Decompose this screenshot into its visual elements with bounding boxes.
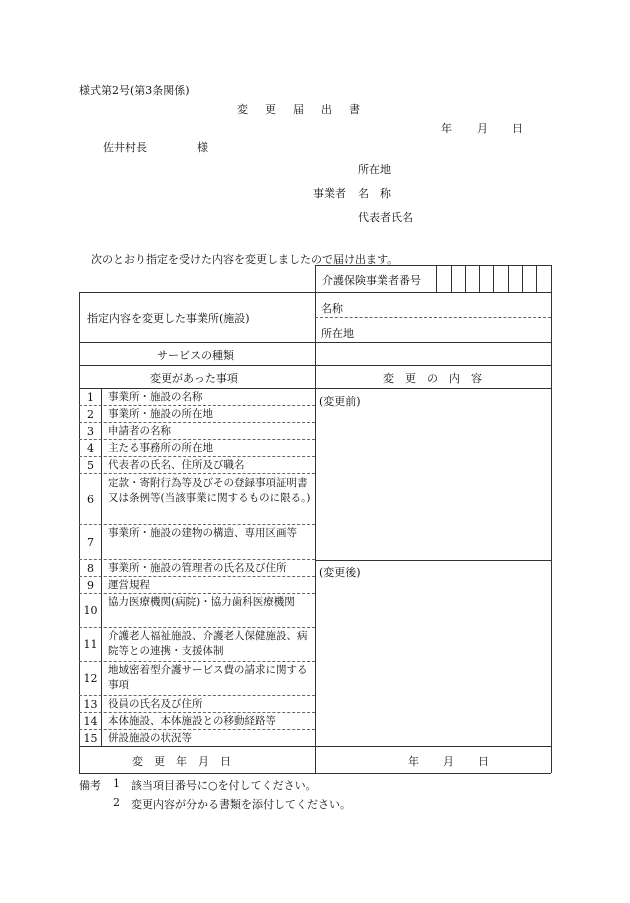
- item-number: 10: [83, 604, 98, 617]
- item-text: 定款・寄附行為等及びその登録事項証明書又は条例等(当該事業に関するものに限る。): [108, 477, 311, 504]
- item-text: 事業所・施設の名称: [108, 391, 203, 403]
- item-number: 12: [83, 672, 98, 685]
- item-text: 本体施設、本体施設との移動経路等: [108, 715, 276, 727]
- item-text: 事業所・施設の建物の構造、専用区画等: [108, 527, 297, 539]
- item-number: 15: [83, 732, 98, 745]
- change-date-label: 変 更 年 月 日: [132, 755, 231, 768]
- applicant-name-label: 名 称: [358, 187, 391, 200]
- facility-name-label: 名称: [321, 302, 343, 315]
- item-text: 地域密着型介護サービス費の請求に関する事項: [108, 664, 308, 691]
- item-number: 3: [87, 425, 94, 438]
- note-number: 1: [113, 777, 120, 790]
- item-number: 5: [87, 459, 94, 472]
- applicant-rep-label: 代表者氏名: [358, 211, 413, 224]
- service-type-label: サービスの種類: [157, 349, 234, 362]
- after-label: (変更後): [319, 566, 361, 579]
- item-number: 6: [87, 493, 94, 506]
- item-number: 14: [83, 715, 98, 728]
- item-text: 代表者の氏名、住所及び職名: [108, 459, 245, 471]
- addressee-suffix: 様: [197, 141, 208, 154]
- item-text: 申請者の名称: [108, 425, 171, 437]
- applicant-business-label: 事業者: [313, 187, 346, 200]
- item-text: 併設施設の状況等: [108, 732, 192, 744]
- date-month: 月: [477, 122, 488, 135]
- changed-items-header: 変更があった事項: [150, 372, 238, 385]
- item-number: 2: [87, 408, 94, 421]
- facility-address-label: 所在地: [321, 327, 354, 340]
- change-date-year: 年: [408, 755, 419, 768]
- date-day: 日: [512, 122, 523, 135]
- item-text: 介護老人福祉施設、介護老人保健施設、病院等との連携・支援体制: [108, 630, 308, 657]
- date-year: 年: [441, 122, 452, 135]
- item-number: 9: [87, 579, 94, 592]
- change-date-day: 日: [478, 755, 489, 768]
- item-text: 主たる事務所の所在地: [108, 442, 213, 454]
- form-number: 様式第2号(第3条関係): [79, 84, 190, 97]
- insurer-number-label: 介護保険事業者番号: [322, 274, 421, 287]
- item-text: 事業所・施設の所在地: [108, 408, 213, 420]
- item-text: 協力医療機関(病院)・協力歯科医療機関: [108, 596, 295, 608]
- item-text: 役員の氏名及び住所: [108, 698, 203, 710]
- before-label: (変更前): [319, 395, 361, 408]
- note-text: 変更内容が分かる書類を添付してください。: [131, 798, 351, 811]
- change-content-header: 変 更 の 内 容: [383, 372, 482, 385]
- item-text: 事業所・施設の管理者の氏名及び住所: [108, 562, 287, 574]
- note-text: 該当項目番号に○を付してください。: [131, 779, 317, 792]
- item-number: 13: [83, 698, 98, 711]
- applicant-address-label: 所在地: [358, 163, 391, 176]
- statement: 次のとおり指定を受けた内容を変更しましたので届け出ます。: [91, 253, 399, 266]
- item-number: 1: [87, 391, 94, 404]
- addressee-name: 佐井村長: [103, 141, 147, 154]
- item-number: 4: [87, 442, 94, 455]
- change-date-month: 月: [443, 755, 454, 768]
- item-number: 8: [87, 562, 94, 575]
- item-text: 運営規程: [108, 579, 150, 591]
- notes-label: 備考: [79, 779, 101, 792]
- item-number: 7: [87, 536, 94, 549]
- document-title: 変 更 届 出 書: [237, 103, 363, 116]
- note-number: 2: [113, 796, 120, 809]
- facility-label: 指定内容を変更した事業所(施設): [87, 312, 250, 325]
- item-number: 11: [83, 638, 98, 651]
